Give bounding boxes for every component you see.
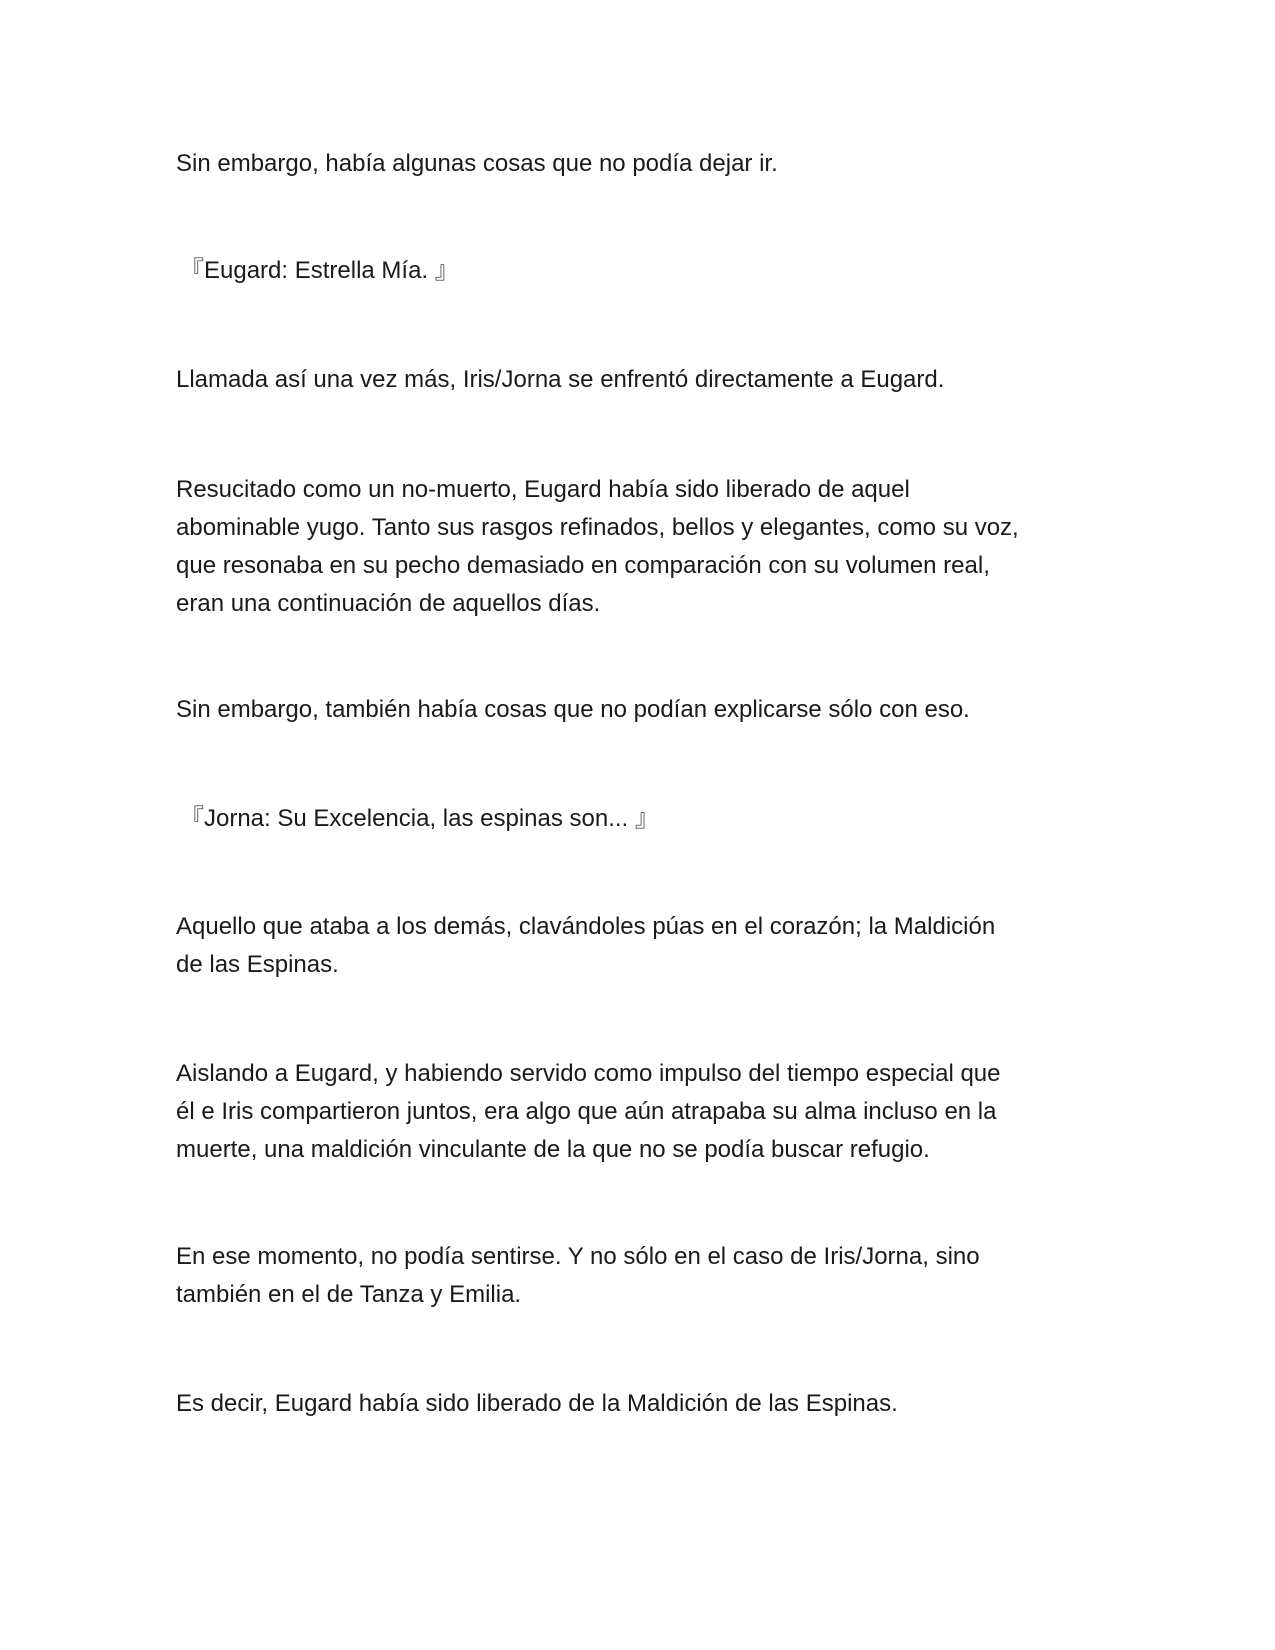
dialogue-jorna: 『Jorna: Su Excelencia, las espinas son... 』 (180, 805, 659, 832)
dialogue-eugard: 『Eugard: Estrella Mía. 』 (180, 257, 459, 284)
paragraph-6: Aislando a Eugard, y habiendo servido como impulso del tiempo especial que él e Iris compartieron juntos, era algo que aún atrapaba su alma incluso en la muerte, una maldición vinculante de la que no se podía buscar refugio. (176, 1060, 1001, 1163)
paragraph-2: Llamada así una vez más, Iris/Jorna se enfrentó directamente a Eugard. (176, 366, 945, 393)
paragraph-1: Sin embargo, había algunas cosas que no podía dejar ir. (176, 150, 778, 177)
paragraph-8: Es decir, Eugard había sido liberado de la Maldición de las Espinas. (176, 1390, 898, 1417)
paragraph-4: Sin embargo, también había cosas que no podían explicarse sólo con eso. (176, 696, 970, 723)
paragraph-3: Resucitado como un no-muerto, Eugard había sido liberado de aquel abominable yugo. Tanto sus rasgos refinados, bellos y elegantes, como su voz, que resonaba en su pecho demasiado en comparación con su volumen real, eran una continuación de aquellos días. (176, 476, 1019, 617)
paragraph-5: Aquello que ataba a los demás, clavándoles púas en el corazón; la Maldición de las Espinas. (176, 913, 996, 978)
paragraph-7: En ese momento, no podía sentirse. Y no sólo en el caso de Iris/Jorna, sino también en el de Tanza y Emilia. (176, 1243, 980, 1308)
